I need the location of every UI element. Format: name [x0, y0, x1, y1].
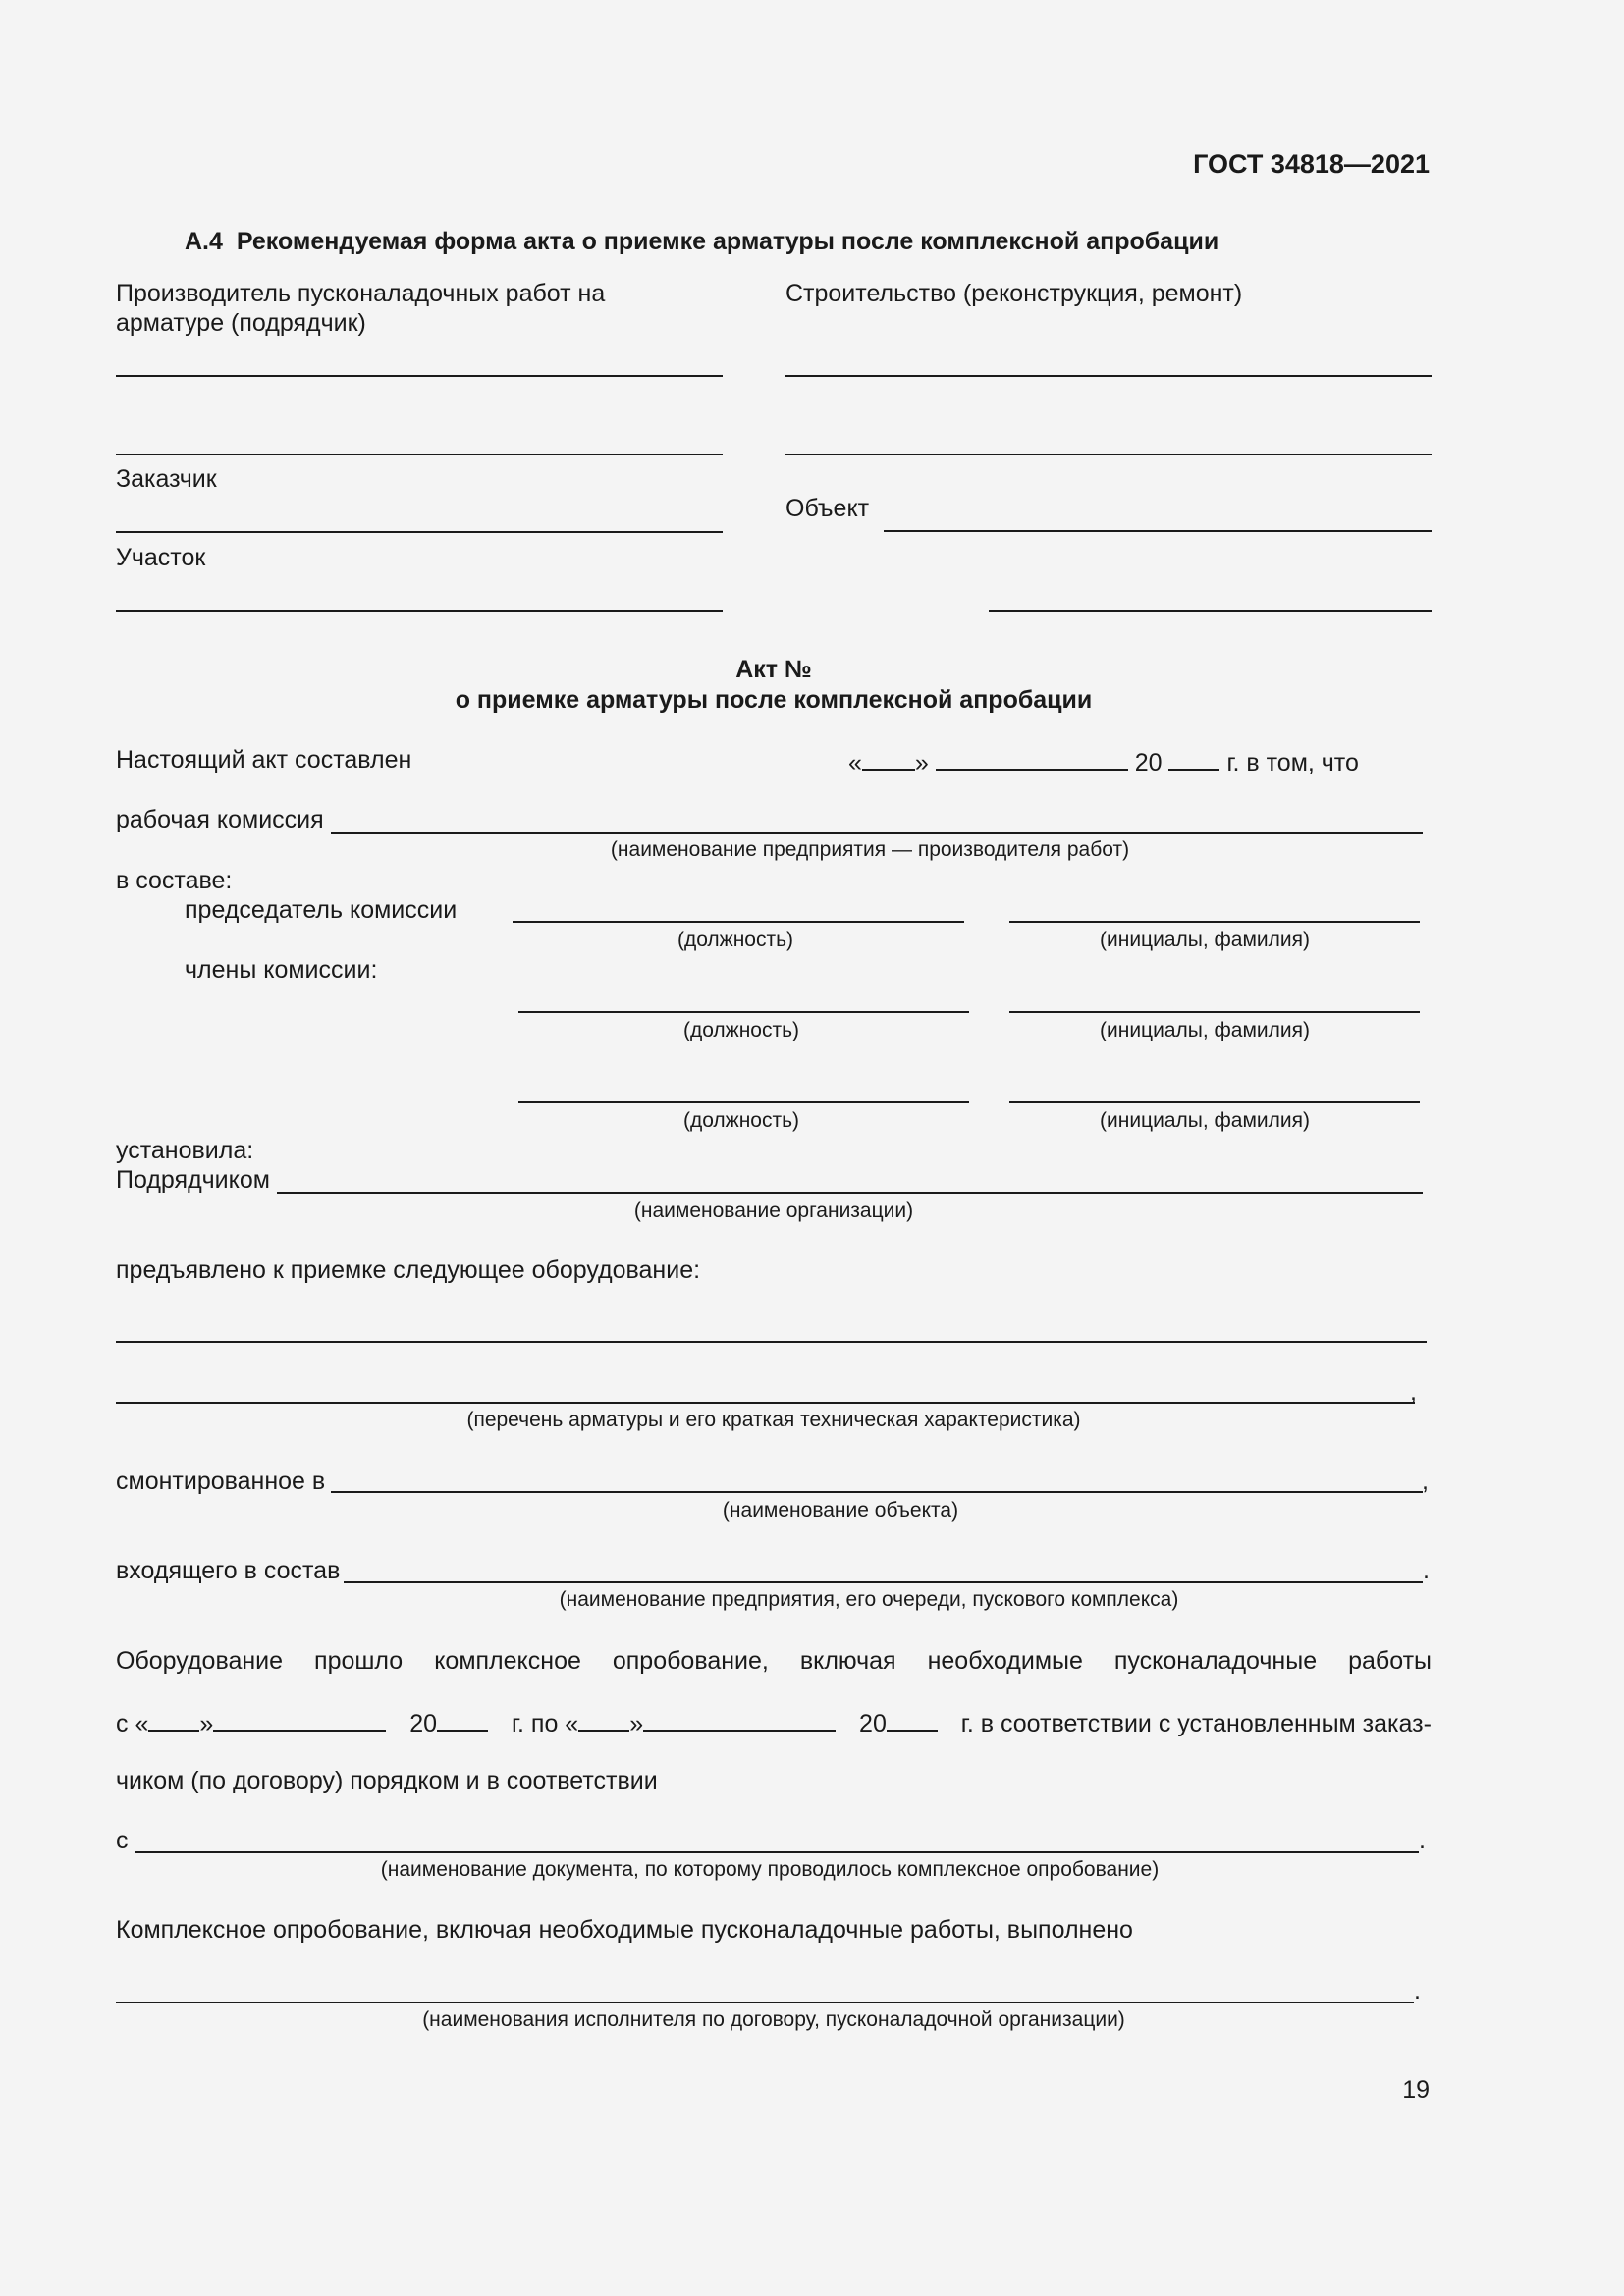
from-prefix: с «: [116, 1710, 149, 1737]
from-month-blank[interactable]: [213, 1706, 386, 1732]
object-caption: (наименование объекта): [722, 1499, 959, 1522]
position-caption: (должность): [682, 1109, 800, 1132]
to-day-blank[interactable]: [578, 1706, 629, 1732]
part-of-period: .: [1423, 1557, 1430, 1584]
to-month-blank[interactable]: [643, 1706, 836, 1732]
date-open-quote: «: [848, 749, 862, 776]
period-row: [116, 1706, 1432, 1738]
passed-word: опробование,: [612, 1647, 769, 1675]
customer-label: Заказчик: [116, 465, 217, 493]
object-label: Объект: [785, 495, 870, 522]
commission-caption: (наименование предприятия — производителя работ): [610, 838, 1130, 861]
section-title: Рекомендуемая форма акта о приемке арматуры после комплексной апробации: [236, 228, 1219, 255]
standard-number: ГОСТ 34818—2021: [1193, 149, 1430, 179]
mounted-line[interactable]: [331, 1491, 1423, 1493]
executor-period: .: [1414, 1977, 1421, 2004]
equipment-comma: ,: [1410, 1378, 1417, 1406]
page-number: 19: [1402, 2076, 1430, 2104]
section-number: А.4: [185, 228, 223, 255]
to-label: г. по «: [511, 1710, 579, 1737]
site-label: Участок: [116, 544, 206, 571]
composed-label: Настоящий акт составлен: [116, 746, 412, 774]
document-caption: (наименование документа, по которому проводилось комплексное опробование): [380, 1858, 1160, 1881]
commission-label: рабочая комиссия: [116, 806, 324, 833]
date-close-quote: »: [914, 749, 929, 776]
with-label: с: [116, 1827, 129, 1854]
member1-name-line[interactable]: [1009, 1011, 1420, 1013]
from-day-blank[interactable]: [148, 1706, 199, 1732]
commission-line[interactable]: [331, 832, 1423, 834]
passed-word: работы: [1348, 1647, 1432, 1675]
position-caption: (должность): [677, 929, 794, 951]
mounted-comma: ,: [1422, 1468, 1429, 1495]
from-close-quote: »: [199, 1710, 214, 1737]
members-label: члены комиссии:: [185, 956, 378, 984]
done-label: Комплексное опробование, включая необходимые пусконаладочные работы, выполнено: [116, 1916, 1133, 1944]
customer-line[interactable]: [116, 531, 723, 533]
to-close-quote: »: [629, 1710, 644, 1737]
construction-line-1[interactable]: [785, 375, 1432, 377]
equipment-line-1[interactable]: [116, 1341, 1427, 1343]
passed-word: пусконаладочные: [1113, 1647, 1318, 1675]
composition-label: в составе:: [116, 867, 233, 894]
per-text: г. в соответствии с установленным заказ-: [960, 1710, 1432, 1737]
month-blank[interactable]: [936, 745, 1128, 771]
passed-word: прошло: [314, 1647, 404, 1675]
construction-label: Строительство (реконструкция, ремонт): [785, 280, 1243, 307]
chairman-position-line[interactable]: [513, 921, 964, 923]
executor-line[interactable]: [116, 2002, 1414, 2003]
contractor-label: Подрядчиком: [116, 1166, 270, 1194]
passed-word: необходимые: [927, 1647, 1083, 1675]
site-line[interactable]: [116, 610, 723, 612]
document-line[interactable]: [135, 1851, 1419, 1853]
period-from-year: [409, 1706, 488, 1738]
passed-word: комплексное: [434, 1647, 581, 1675]
chairman-name-line[interactable]: [1009, 921, 1420, 923]
name-caption: (инициалы, фамилия): [1100, 929, 1310, 951]
to-year-prefix: 20: [859, 1710, 887, 1737]
act-title-line1: Акт №: [735, 656, 812, 683]
document-period: .: [1419, 1827, 1426, 1854]
from-year-prefix: 20: [409, 1710, 438, 1737]
mounted-label: смонтированное в: [116, 1468, 326, 1495]
producer-line-2[interactable]: [116, 454, 723, 455]
date-row: [848, 745, 1359, 777]
contractor-line[interactable]: [277, 1192, 1423, 1194]
org-caption: (наименование организации): [633, 1200, 914, 1222]
to-year-blank[interactable]: [887, 1706, 938, 1732]
object-line-1[interactable]: [884, 530, 1432, 532]
day-blank[interactable]: [862, 745, 915, 771]
passed-row: [116, 1646, 1432, 1676]
section-heading: [185, 227, 1218, 256]
passed-word: Оборудование: [116, 1647, 284, 1675]
chairman-label: председатель комиссии: [185, 896, 458, 924]
construction-line-2[interactable]: [785, 454, 1432, 455]
period-to-year: [859, 1706, 938, 1738]
passed-word: включая: [799, 1647, 896, 1675]
act-title-line2: о приемке арматуры после комплексной апробации: [455, 686, 1093, 714]
year-blank[interactable]: [1168, 745, 1219, 771]
from-year-blank[interactable]: [437, 1706, 488, 1732]
member2-name-line[interactable]: [1009, 1101, 1420, 1103]
period-from: [116, 1706, 386, 1738]
position-caption: (должность): [682, 1019, 800, 1041]
object-line-2[interactable]: [989, 610, 1432, 612]
producer-label-line2: арматуре (подрядчик): [116, 309, 366, 337]
period-to: [512, 1706, 836, 1738]
established-label: установила:: [116, 1137, 254, 1164]
executor-caption: (наименования исполнителя по договору, пусконаладочной организации): [422, 2008, 1125, 2031]
part-of-label: входящего в состав: [116, 1557, 341, 1584]
producer-line-1[interactable]: [116, 375, 723, 377]
member1-position-line[interactable]: [518, 1011, 969, 1013]
equipment-line-2[interactable]: [116, 1402, 1415, 1404]
equipment-caption: (перечень арматуры и его краткая техническая характеристика): [466, 1409, 1081, 1431]
name-caption: (инициалы, фамилия): [1100, 1019, 1310, 1041]
presented-label: предъявлено к приемке следующее оборудование:: [116, 1256, 701, 1284]
producer-label-line1: Производитель пусконаладочных работ на: [116, 280, 606, 307]
enterprise-caption: (наименование предприятия, его очереди, пускового комплекса): [559, 1588, 1179, 1611]
year-prefix: 20: [1134, 749, 1163, 776]
part-of-line[interactable]: [344, 1581, 1423, 1583]
date-suffix: г. в том, что: [1226, 749, 1359, 776]
customer-order-label: чиком (по договору) порядком и в соответствии: [116, 1767, 658, 1794]
name-caption: (инициалы, фамилия): [1100, 1109, 1310, 1132]
member2-position-line[interactable]: [518, 1101, 969, 1103]
